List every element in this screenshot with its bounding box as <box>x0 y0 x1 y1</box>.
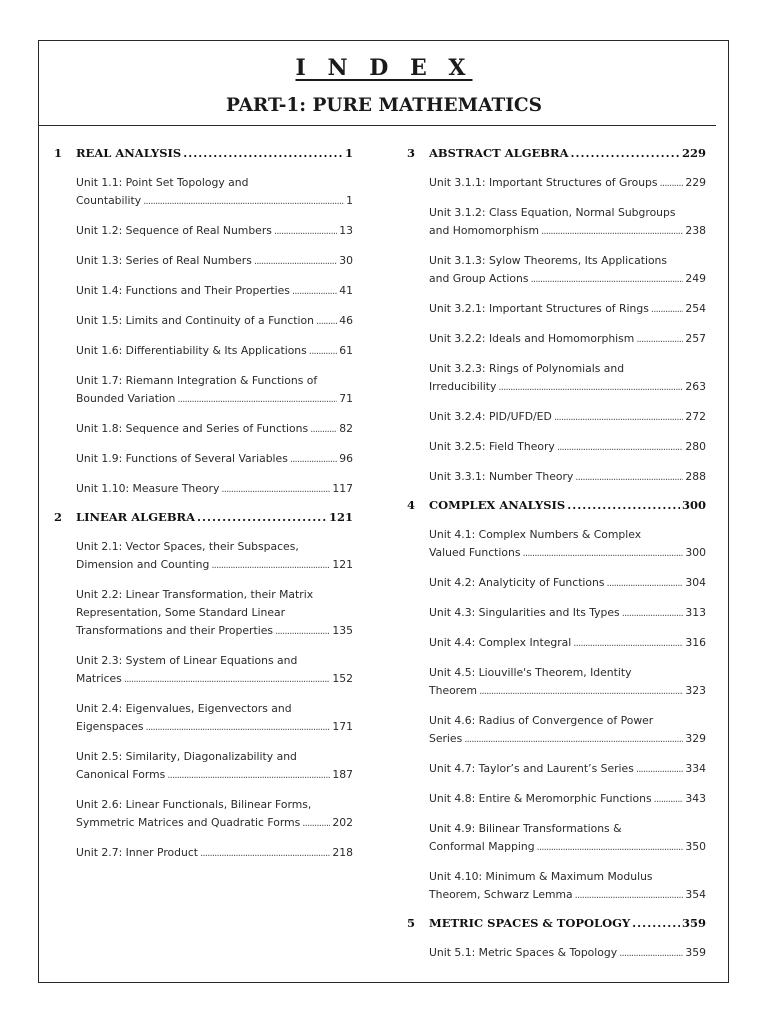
unit-title-line: Unit 4.10: Minimum & Maximum Modulus <box>429 870 653 883</box>
unit-title-line: Unit 3.2.4: PID/UFD/ED <box>429 410 552 423</box>
unit-title-line: Unit 2.1: Vector Spaces, their Subspaces, <box>76 540 299 553</box>
dot-leader <box>498 379 683 397</box>
dot-leader <box>632 916 680 930</box>
unit-last-line <box>429 174 706 193</box>
unit-entry[interactable] <box>76 312 353 331</box>
unit-entry[interactable] <box>429 664 706 701</box>
unit-title-line: Unit 4.2: Analyticity of Functions <box>429 576 605 589</box>
unit-last-line <box>76 282 353 301</box>
unit-entry[interactable] <box>76 538 353 575</box>
unit-title-line: and Homomorphism <box>429 224 539 237</box>
unit-title-line: Transformations and their Properties <box>76 624 273 637</box>
unit-page-number: 329 <box>685 732 706 745</box>
right-column <box>407 146 706 974</box>
dot-leader <box>464 731 683 749</box>
unit-entry[interactable] <box>429 526 706 563</box>
chapter-page-number: 229 <box>681 146 706 160</box>
chapter-number: 3 <box>407 146 416 160</box>
unit-entry[interactable] <box>76 252 353 271</box>
unit-last-line <box>76 670 353 689</box>
chapter-heading[interactable] <box>407 498 706 518</box>
unit-last-line <box>429 408 706 427</box>
dot-leader <box>573 635 683 653</box>
dot-leader <box>221 481 330 499</box>
unit-entry[interactable] <box>429 868 706 905</box>
unit-last-line <box>429 544 706 563</box>
unit-last-line <box>429 838 706 857</box>
unit-last-line <box>429 300 706 319</box>
unit-last-line <box>429 682 706 701</box>
unit-entry[interactable] <box>76 796 353 833</box>
unit-title-line: Unit 3.1.1: Important Structures of Groups <box>429 176 658 189</box>
unit-title-line: Unit 4.6: Radius of Convergence of Power <box>429 714 654 727</box>
unit-entry[interactable] <box>76 700 353 737</box>
dot-leader <box>557 439 684 457</box>
dot-leader <box>554 409 684 427</box>
unit-title-line: Unit 1.5: Limits and Continuity of a Function <box>76 314 314 327</box>
unit-entry[interactable] <box>76 342 353 361</box>
unit-last-line <box>76 222 353 241</box>
unit-title-line: Unit 1.7: Riemann Integration & Functions of <box>76 374 318 387</box>
dot-leader <box>302 815 330 833</box>
dot-leader <box>654 791 684 809</box>
dot-leader <box>531 271 684 289</box>
dot-leader <box>660 175 684 193</box>
unit-last-line <box>76 342 353 361</box>
unit-last-line <box>429 604 706 623</box>
unit-title-line: Matrices <box>76 672 122 685</box>
chapter-number: 2 <box>54 510 63 524</box>
dot-leader <box>292 283 337 301</box>
dot-leader <box>316 313 337 331</box>
unit-page-number: 238 <box>685 224 706 237</box>
unit-page-number: 249 <box>685 272 706 285</box>
chapter-page-number: 300 <box>681 498 706 512</box>
unit-title-line: Unit 4.7: Taylor’s and Laurent’s Series <box>429 762 634 775</box>
unit-page-number: 187 <box>332 768 353 781</box>
unit-page-number: 135 <box>332 624 353 637</box>
unit-entry[interactable] <box>429 204 706 241</box>
dot-leader <box>541 223 683 241</box>
unit-entry[interactable] <box>429 438 706 457</box>
unit-last-line <box>76 252 353 271</box>
dot-leader <box>607 575 684 593</box>
unit-entry[interactable] <box>429 604 706 623</box>
chapter-title: REAL ANALYSIS <box>76 146 182 160</box>
unit-entry[interactable] <box>429 790 706 809</box>
unit-page-number: 257 <box>685 332 706 345</box>
dot-leader <box>200 845 330 863</box>
dot-leader <box>274 223 337 241</box>
unit-entry[interactable] <box>429 330 706 349</box>
unit-entry[interactable] <box>429 712 706 749</box>
unit-last-line <box>429 634 706 653</box>
chapter-title: LINEAR ALGEBRA <box>76 510 196 524</box>
unit-entry[interactable] <box>76 652 353 689</box>
unit-last-line <box>429 330 706 349</box>
unit-entry[interactable] <box>429 634 706 653</box>
unit-last-line <box>429 270 706 289</box>
dot-leader <box>537 839 684 857</box>
unit-last-line <box>76 766 353 785</box>
unit-last-line <box>76 420 353 439</box>
unit-title-line: Unit 1.9: Functions of Several Variables <box>76 452 288 465</box>
unit-title-line: Unit 1.10: Measure Theory <box>76 482 220 495</box>
unit-page-number: 313 <box>685 606 706 619</box>
dot-leader <box>575 887 684 905</box>
chapter-number: 1 <box>54 146 63 160</box>
chapter-heading[interactable] <box>54 510 353 530</box>
chapter-page-number: 121 <box>328 510 353 524</box>
unit-page-number: 263 <box>685 380 706 393</box>
unit-title-line: Unit 3.1.3: Sylow Theorems, Its Applications <box>429 254 668 267</box>
unit-entry[interactable] <box>429 300 706 319</box>
unit-last-line <box>429 222 706 241</box>
unit-title-line: Countability <box>76 194 142 207</box>
unit-title-line: and Group Actions <box>429 272 529 285</box>
unit-page-number: 61 <box>339 344 353 357</box>
unit-last-line <box>76 480 353 499</box>
unit-title-line: Irreducibility <box>429 380 497 393</box>
unit-entry[interactable] <box>76 282 353 301</box>
dot-leader <box>290 451 337 469</box>
dot-leader <box>183 146 343 160</box>
unit-title-line: Unit 4.5: Liouville's Theorem, Identity <box>429 666 632 679</box>
unit-page-number: 343 <box>685 792 706 805</box>
unit-page-number: 117 <box>332 482 353 495</box>
unit-last-line <box>76 814 353 833</box>
unit-entry[interactable] <box>429 574 706 593</box>
unit-last-line <box>429 886 706 905</box>
unit-entry[interactable] <box>76 420 353 439</box>
unit-last-line <box>429 438 706 457</box>
unit-title-line: Unit 1.2: Sequence of Real Numbers <box>76 224 272 237</box>
unit-entry[interactable] <box>76 480 353 499</box>
unit-last-line <box>429 790 706 809</box>
unit-last-line <box>429 574 706 593</box>
dot-leader <box>124 671 331 689</box>
chapter-title: ABSTRACT ALGEBRA <box>429 146 569 160</box>
dot-leader <box>167 767 330 785</box>
unit-title-line: Series <box>429 732 463 745</box>
chapter-number: 5 <box>407 916 416 930</box>
unit-title-line: Representation, Some Standard Linear <box>76 606 286 619</box>
unit-page-number: 41 <box>339 284 353 297</box>
dot-leader <box>522 545 683 563</box>
unit-page-number: 254 <box>685 302 706 315</box>
dot-leader <box>254 253 337 271</box>
unit-entry[interactable] <box>429 360 706 397</box>
unit-title-line: Unit 3.2.2: Ideals and Homomorphism <box>429 332 635 345</box>
dot-leader <box>571 146 680 160</box>
unit-title-line: Unit 4.4: Complex Integral <box>429 636 572 649</box>
unit-title-line: Valued Functions <box>429 546 521 559</box>
unit-page-number: 30 <box>339 254 353 267</box>
unit-title-line: Unit 1.8: Sequence and Series of Functions <box>76 422 309 435</box>
unit-last-line <box>76 622 353 641</box>
dot-leader <box>143 193 344 211</box>
unit-entry[interactable] <box>429 252 706 289</box>
chapter-title: METRIC SPACES & TOPOLOGY <box>429 916 631 930</box>
unit-page-number: 300 <box>685 546 706 559</box>
unit-page-number: 229 <box>685 176 706 189</box>
dot-leader <box>145 719 330 737</box>
unit-entry[interactable] <box>429 174 706 193</box>
chapter-page-number: 359 <box>681 916 706 930</box>
unit-title-line: Unit 4.9: Bilinear Transformations & <box>429 822 622 835</box>
unit-title-line: Unit 3.2.1: Important Structures of Rings <box>429 302 649 315</box>
unit-title-line: Unit 2.4: Eigenvalues, Eigenvectors and <box>76 702 292 715</box>
unit-entry[interactable] <box>76 222 353 241</box>
unit-entry[interactable] <box>76 844 353 863</box>
unit-title-line: Unit 1.4: Functions and Their Properties <box>76 284 290 297</box>
unit-last-line <box>76 450 353 469</box>
unit-last-line <box>76 718 353 737</box>
unit-entry[interactable] <box>76 372 353 409</box>
unit-page-number: 71 <box>339 392 353 405</box>
unit-title-line: Unit 3.1.2: Class Equation, Normal Subgroups <box>429 206 676 219</box>
dot-leader <box>479 683 683 701</box>
unit-page-number: 202 <box>332 816 353 829</box>
unit-last-line <box>76 556 353 575</box>
chapter-heading[interactable] <box>407 916 706 936</box>
unit-entry[interactable] <box>429 760 706 779</box>
unit-title-line: Unit 2.3: System of Linear Equations and <box>76 654 298 667</box>
unit-title-line: Unit 2.6: Linear Functionals, Bilinear Forms, <box>76 798 312 811</box>
unit-last-line <box>429 378 706 397</box>
unit-title-line: Canonical Forms <box>76 768 166 781</box>
unit-title-line: Unit 1.6: Differentiability & Its Applications <box>76 344 307 357</box>
unit-page-number: 96 <box>339 452 353 465</box>
unit-page-number: 350 <box>685 840 706 853</box>
dot-leader <box>211 557 330 575</box>
unit-title-line: Conformal Mapping <box>429 840 535 853</box>
chapter-heading[interactable] <box>54 146 353 166</box>
unit-page-number: 304 <box>685 576 706 589</box>
dot-leader <box>567 498 680 512</box>
chapter-heading[interactable] <box>407 146 706 166</box>
unit-entry[interactable] <box>429 468 706 487</box>
unit-last-line <box>76 390 353 409</box>
unit-page-number: 82 <box>339 422 353 435</box>
unit-title-line: Unit 3.2.5: Field Theory <box>429 440 555 453</box>
unit-title-line: Unit 4.3: Singularities and Its Types <box>429 606 620 619</box>
unit-entry[interactable] <box>76 586 353 641</box>
unit-page-number: 218 <box>332 846 353 859</box>
unit-title-line: Unit 4.8: Entire & Meromorphic Functions <box>429 792 652 805</box>
chapter-page-number: 1 <box>344 146 353 160</box>
unit-entry[interactable] <box>76 748 353 785</box>
unit-last-line <box>76 192 353 211</box>
unit-title-line: Unit 2.2: Linear Transformation, their Matrix <box>76 588 314 601</box>
unit-page-number: 13 <box>339 224 353 237</box>
unit-page-number: 1 <box>346 194 353 207</box>
unit-title-line: Unit 3.2.3: Rings of Polynomials and <box>429 362 625 375</box>
unit-entry[interactable] <box>429 944 706 963</box>
dot-leader <box>177 391 337 409</box>
dot-leader <box>309 343 337 361</box>
unit-page-number: 280 <box>685 440 706 453</box>
unit-page-number: 354 <box>685 888 706 901</box>
unit-last-line <box>429 760 706 779</box>
unit-page-number: 272 <box>685 410 706 423</box>
part-heading: PART-1: PURE MATHEMATICS <box>226 95 542 116</box>
index-title: I N D E X <box>295 55 473 81</box>
unit-title-line: Symmetric Matrices and Quadratic Forms <box>76 816 301 829</box>
unit-page-number: 152 <box>332 672 353 685</box>
unit-page-number: 171 <box>332 720 353 733</box>
unit-title-line: Unit 2.5: Similarity, Diagonalizability and <box>76 750 297 763</box>
dot-leader <box>619 945 683 963</box>
unit-page-number: 359 <box>685 946 706 959</box>
unit-page-number: 316 <box>685 636 706 649</box>
chapter-title: COMPLEX ANALYSIS <box>429 498 566 512</box>
dot-leader <box>197 510 327 524</box>
left-column <box>54 146 353 874</box>
unit-page-number: 323 <box>685 684 706 697</box>
unit-title-line: Unit 1.1: Point Set Topology and <box>76 176 249 189</box>
unit-title-line: Unit 1.3: Series of Real Numbers <box>76 254 252 267</box>
dot-leader <box>275 623 330 641</box>
unit-page-number: 46 <box>339 314 353 327</box>
unit-title-line: Unit 5.1: Metric Spaces & Topology <box>429 946 618 959</box>
unit-entry[interactable] <box>76 450 353 469</box>
unit-title-line: Unit 4.1: Complex Numbers & Complex <box>429 528 642 541</box>
unit-entry[interactable] <box>429 408 706 427</box>
unit-title-line: Eigenspaces <box>76 720 144 733</box>
unit-page-number: 334 <box>685 762 706 775</box>
unit-title-line: Bounded Variation <box>76 392 176 405</box>
unit-title-line: Unit 2.7: Inner Product <box>76 846 199 859</box>
unit-title-line: Unit 3.3.1: Number Theory <box>429 470 574 483</box>
unit-last-line <box>76 312 353 331</box>
dot-leader <box>622 605 684 623</box>
unit-title-line: Theorem, Schwarz Lemma <box>429 888 573 901</box>
dot-leader <box>636 331 683 349</box>
unit-entry[interactable] <box>429 820 706 857</box>
unit-last-line <box>429 468 706 487</box>
dot-leader <box>651 301 684 319</box>
unit-last-line <box>429 730 706 749</box>
dot-leader <box>310 421 337 439</box>
unit-last-line <box>429 944 706 963</box>
divider-rule <box>39 125 716 126</box>
unit-page-number: 288 <box>685 470 706 483</box>
unit-page-number: 121 <box>332 558 353 571</box>
dot-leader <box>575 469 683 487</box>
unit-title-line: Theorem <box>429 684 478 697</box>
unit-title-line: Dimension and Counting <box>76 558 210 571</box>
chapter-number: 4 <box>407 498 416 512</box>
unit-entry[interactable] <box>76 174 353 211</box>
dot-leader <box>636 761 684 779</box>
unit-last-line <box>76 844 353 863</box>
